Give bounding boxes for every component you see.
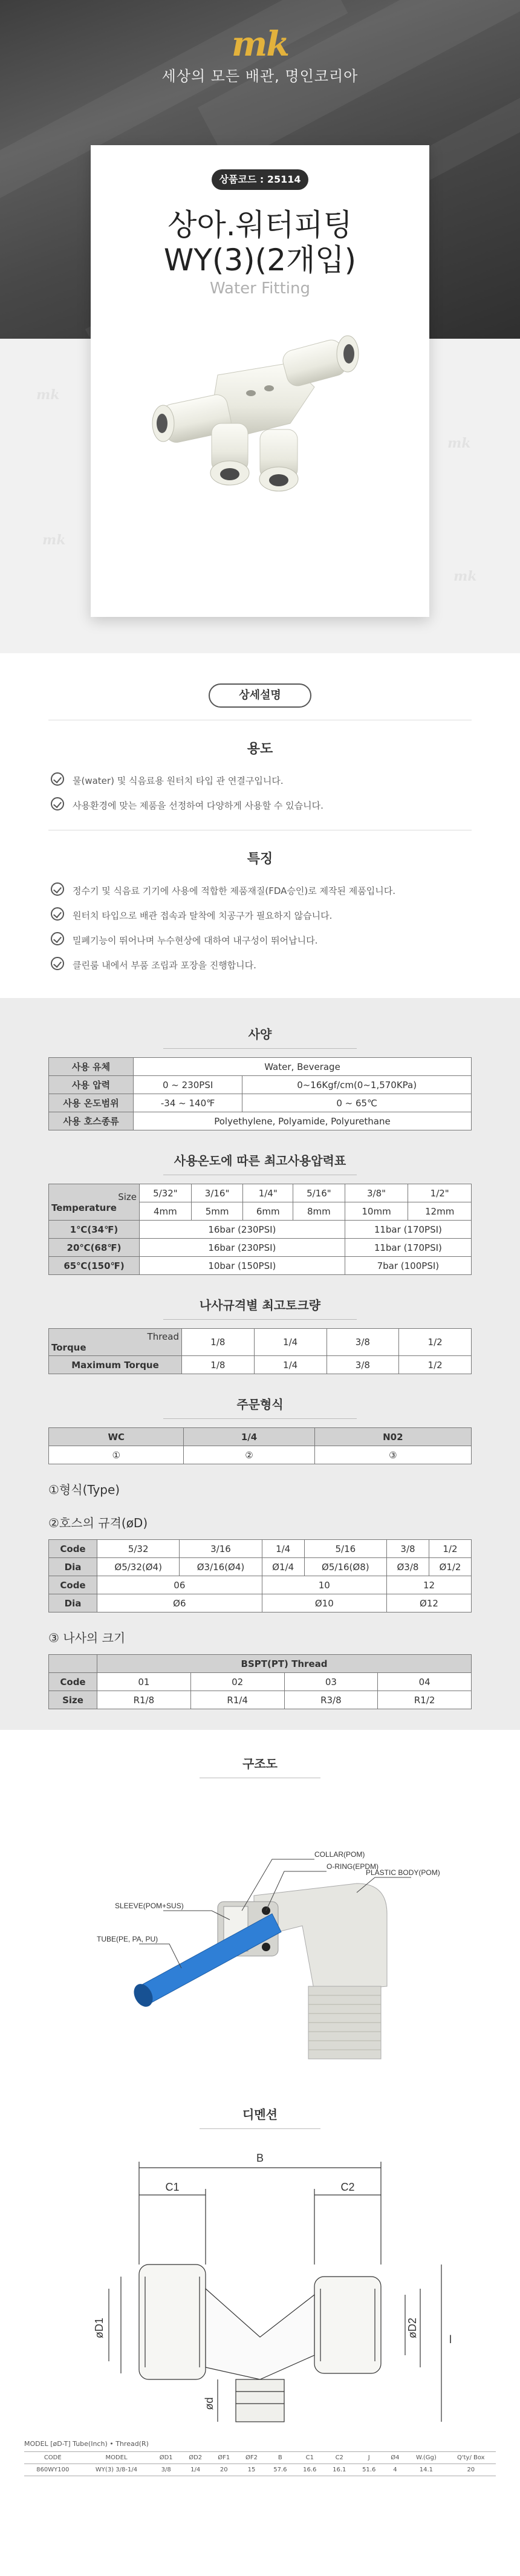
dim-label-od2: øD2 <box>406 2317 418 2339</box>
table-cell: 1/8 <box>182 1356 255 1374</box>
table-cell: 51.6 <box>354 2464 384 2476</box>
table-row <box>49 1673 472 1691</box>
table-cell: Dia <box>49 1558 97 1576</box>
table-cell: 12mm <box>408 1202 472 1221</box>
screw-size-label: ③ 나사의 크기 <box>48 1631 126 1645</box>
table-cell: Ø3/8 <box>386 1558 429 1576</box>
table-cell: WY(3) 3/8-1/4 <box>82 2464 152 2476</box>
table-cell: 3/16 <box>180 1540 262 1558</box>
table-cell: 1/4 <box>254 1356 327 1374</box>
brand-logo: mk <box>231 24 289 64</box>
table-cell: W.(Gg) <box>406 2452 446 2464</box>
table-cell: 14.1 <box>406 2464 446 2476</box>
list-item: 사용환경에 맞는 제품을 선정하여 다양하게 사용할 수 있습니다. <box>48 793 472 818</box>
check-circle-icon <box>51 907 64 921</box>
table-cell: Water, Beverage <box>134 1058 472 1076</box>
table-cell: Code <box>49 1540 97 1558</box>
table-cell: Thread Torque <box>49 1329 182 1356</box>
table-cell: WC <box>49 1428 184 1446</box>
table-cell: Code <box>49 1576 97 1594</box>
table-cell: 20 <box>210 2464 238 2476</box>
dim-label-c1: C1 <box>165 2181 180 2193</box>
table-row <box>49 1112 472 1130</box>
watermark-logo: mk <box>42 532 66 548</box>
table-cell: Ø10 <box>262 1594 386 1612</box>
table-cell: 16.1 <box>325 2464 354 2476</box>
list-item: 정수기 및 식음료 기기에 사용에 적합한 제품재질(FDA승인)로 제작된 제품입니다. <box>48 878 472 903</box>
table-cell: 3/8 <box>151 2464 180 2476</box>
brand-tagline: 세상의 모든 배관, 명인코리아 <box>161 68 359 85</box>
pressure-table <box>48 1184 472 1275</box>
list-item: 물(water) 및 식음료용 원터치 타입 관 연결구입니다. <box>48 768 472 793</box>
check-circle-icon <box>51 882 64 896</box>
product-code-badge: 상품코드 : 25114 <box>212 169 308 190</box>
table-cell: ② <box>184 1446 314 1464</box>
table-cell: 6mm <box>243 1202 293 1221</box>
spec-heading: 사양 <box>248 1027 272 1042</box>
table-cell: 7bar (100PSI) <box>345 1257 471 1275</box>
order-format-heading: 주문형식 <box>236 1397 284 1412</box>
table-cell: 사용 압력 <box>49 1076 134 1094</box>
table-cell: 10 <box>262 1576 386 1594</box>
structure-diagram <box>73 1787 447 2071</box>
table-cell: 3/8 <box>386 1540 429 1558</box>
table-cell: 사용 호스종류 <box>49 1112 134 1130</box>
table-cell: 3/8" <box>345 1184 408 1202</box>
table-cell: 04 <box>378 1673 472 1691</box>
table-cell: Ø12 <box>386 1594 471 1612</box>
table-cell: 0 ~ 230PSI <box>134 1076 242 1094</box>
table-row <box>49 1576 472 1594</box>
spec-table <box>48 1057 472 1130</box>
table-cell: Polyethylene, Polyamide, Polyurethane <box>134 1112 472 1130</box>
structure-heading: 구조도 <box>242 1756 278 1771</box>
list-item: 밀폐기능이 뛰어나며 누수현상에 대하여 내구성이 뛰어납니다. <box>48 928 472 953</box>
table-cell: 5/16" <box>293 1184 345 1202</box>
table-cell: R3/8 <box>284 1691 378 1709</box>
table-cell: 1/4 <box>254 1329 327 1356</box>
table-cell: ØD1 <box>151 2452 180 2464</box>
table-cell: 16.6 <box>295 2464 325 2476</box>
dimension-heading: 디멘션 <box>242 2107 278 2122</box>
watermark-logo: mk <box>447 435 471 451</box>
detail-section <box>0 653 520 998</box>
table-cell: 860WY100 <box>24 2464 82 2476</box>
check-circle-icon <box>51 772 64 786</box>
order-format-table <box>48 1427 472 1464</box>
table-cell: Ø5/16(Ø8) <box>304 1558 386 1576</box>
table-row <box>49 1594 472 1612</box>
table-row <box>49 1446 472 1464</box>
watermark-logo: mk <box>453 569 477 584</box>
table-cell: 1/2 <box>399 1329 472 1356</box>
detail-description-badge: 상세설명 <box>209 683 311 708</box>
table-cell: 57.6 <box>265 2464 295 2476</box>
table-cell: 3/8 <box>327 1356 399 1374</box>
table-cell: Ø6 <box>97 1594 262 1612</box>
table-cell: 1℃(34℉) <box>49 1221 140 1239</box>
table-cell: 1/4 <box>181 2464 210 2476</box>
table-cell: Dia <box>49 1594 97 1612</box>
list-item: 클린룸 내에서 부품 조립과 포장을 진행합니다. <box>48 953 472 977</box>
table-cell <box>49 1655 97 1673</box>
table-row <box>49 1239 472 1257</box>
table-cell: N02 <box>314 1428 471 1446</box>
table-cell: 20 <box>446 2464 496 2476</box>
table-row <box>49 1257 472 1275</box>
table-row <box>49 1184 472 1202</box>
hose-spec-table <box>48 1539 472 1612</box>
pressure-heading: 사용온도에 따른 최고사용압력표 <box>174 1153 346 1168</box>
spec-section <box>0 998 520 1730</box>
table-cell: ØF1 <box>210 2452 238 2464</box>
table-cell: 5/32 <box>97 1540 180 1558</box>
check-circle-icon <box>51 797 64 810</box>
dim-label-c2: C2 <box>340 2181 355 2193</box>
table-cell: 사용 온도범위 <box>49 1094 134 1112</box>
table-cell: ØD2 <box>181 2452 210 2464</box>
dim-label-od: ød <box>203 2397 215 2410</box>
table-cell: 5/16 <box>304 1540 386 1558</box>
table-row <box>49 1356 472 1374</box>
table-cell: Ø4 <box>384 2452 406 2464</box>
list-item: 원터치 타입으로 배관 접속과 탈착에 치공구가 필요하지 않습니다. <box>48 903 472 928</box>
table-cell: 03 <box>284 1673 378 1691</box>
table-cell: 3/8 <box>327 1329 399 1356</box>
usage-heading: 용도 <box>247 742 273 757</box>
table-cell: Ø1/2 <box>429 1558 471 1576</box>
torque-heading: 나사규격별 최고토크량 <box>199 1298 321 1312</box>
table-cell: 5/32" <box>140 1184 192 1202</box>
table-cell: Ø3/16(Ø4) <box>180 1558 262 1576</box>
label-sleeve: SLEEVE(POM+SUS) <box>115 1902 184 1910</box>
table-cell: 65℃(150℉) <box>49 1257 140 1275</box>
table-cell: 16bar (230PSI) <box>140 1239 345 1257</box>
watermark-logo: mk <box>36 387 60 403</box>
dim-label-l: l <box>449 2333 452 2346</box>
product-image <box>139 321 381 502</box>
table-cell: Q'ty/ Box <box>446 2452 496 2464</box>
product-title-line2: WY(3)(2개입) <box>163 243 357 278</box>
hero-section <box>0 0 520 653</box>
table-cell: 06 <box>97 1576 262 1594</box>
table-cell: 4 <box>384 2464 406 2476</box>
table-cell: 15 <box>238 2464 265 2476</box>
table-cell: 1/4 <box>184 1428 314 1446</box>
structure-section <box>0 1730 520 2099</box>
table-cell: 10mm <box>345 1202 408 1221</box>
table-cell: 01 <box>97 1673 191 1691</box>
table-cell: 20℃(68℉) <box>49 1239 140 1257</box>
table-row <box>24 2464 496 2476</box>
table-cell: Code <box>49 1673 97 1691</box>
table-cell: -34 ~ 140℉ <box>134 1094 242 1112</box>
table-row <box>49 1329 472 1356</box>
table-cell: BSPT(PT) Thread <box>97 1655 472 1673</box>
table-cell: 02 <box>190 1673 284 1691</box>
table-cell: B <box>265 2452 295 2464</box>
table-cell: C1 <box>295 2452 325 2464</box>
table-cell: 1/8 <box>182 1329 255 1356</box>
table-cell: C2 <box>325 2452 354 2464</box>
check-circle-icon <box>51 932 64 945</box>
table-row <box>49 1058 472 1076</box>
table-cell: 11bar (170PSI) <box>345 1221 471 1239</box>
table-cell: ③ <box>314 1446 471 1464</box>
table-cell: 12 <box>386 1576 471 1594</box>
torque-table <box>48 1328 472 1374</box>
product-card <box>91 145 429 617</box>
screw-size-table <box>48 1654 472 1709</box>
model-table <box>24 2451 496 2476</box>
table-row <box>49 1655 472 1673</box>
product-title-line1: 상아.워터피팅 <box>167 207 353 243</box>
table-cell: 10bar (150PSI) <box>140 1257 345 1275</box>
table-cell: Maximum Torque <box>49 1356 182 1374</box>
table-cell: R1/2 <box>378 1691 472 1709</box>
table-row <box>49 1428 472 1446</box>
table-cell: 4mm <box>140 1202 192 1221</box>
features-list <box>48 878 472 977</box>
table-cell: Ø1/4 <box>262 1558 304 1576</box>
table-cell: MODEL <box>82 2452 152 2464</box>
type-label: ①형식(Type) <box>48 1482 120 1497</box>
table-row <box>49 1221 472 1239</box>
table-cell: R1/4 <box>190 1691 284 1709</box>
label-plastic-body: PLASTIC BODY(POM) <box>366 1868 440 1877</box>
table-cell: CODE <box>24 2452 82 2464</box>
table-cell: Size Temperature <box>49 1184 140 1221</box>
table-cell: 1/2 <box>399 1356 472 1374</box>
table-cell: ① <box>49 1446 184 1464</box>
label-collar: COLLAR(POM) <box>314 1850 365 1859</box>
table-cell: 3/16" <box>191 1184 243 1202</box>
label-tube: TUBE(PE, PA, PU) <box>97 1935 158 1943</box>
hose-spec-label: ②호스의 규격(øD) <box>48 1516 148 1530</box>
table-cell: Ø5/32(Ø4) <box>97 1558 180 1576</box>
dim-label-od1: øD1 <box>93 2317 105 2339</box>
usage-list <box>48 768 472 818</box>
product-subtitle: Water Fitting <box>209 279 310 298</box>
table-cell: 8mm <box>293 1202 345 1221</box>
table-cell: Size <box>49 1691 97 1709</box>
table-cell: ØF2 <box>238 2452 265 2464</box>
table-cell: J <box>354 2452 384 2464</box>
table-cell: 1/4" <box>243 1184 293 1202</box>
dim-label-b: B <box>256 2152 264 2164</box>
model-table-caption: MODEL [øD-T] Tube(Inch) • Thread(R) <box>24 2440 149 2448</box>
table-cell: 0 ~ 65℃ <box>242 1094 472 1112</box>
table-cell: 1/2 <box>429 1540 471 1558</box>
table-row <box>49 1558 472 1576</box>
table-cell: 0~16Kgf/cm(0~1,570KPa) <box>242 1076 472 1094</box>
table-cell: 사용 유체 <box>49 1058 134 1076</box>
table-cell: R1/8 <box>97 1691 191 1709</box>
table-cell: 11bar (170PSI) <box>345 1239 471 1257</box>
table-row <box>49 1540 472 1558</box>
dimension-section <box>0 2099 520 2576</box>
table-row <box>49 1076 472 1094</box>
table-cell: 5mm <box>191 1202 243 1221</box>
label-o-ring: O-RING(EPDM) <box>327 1862 379 1871</box>
dimension-diagram <box>42 2137 478 2440</box>
table-cell: 1/2" <box>408 1184 472 1202</box>
table-cell: 16bar (230PSI) <box>140 1221 345 1239</box>
check-circle-icon <box>51 957 64 970</box>
table-row <box>24 2452 496 2464</box>
table-row <box>49 1691 472 1709</box>
table-row <box>49 1094 472 1112</box>
features-heading: 특징 <box>247 852 273 867</box>
table-cell: 1/4 <box>262 1540 304 1558</box>
